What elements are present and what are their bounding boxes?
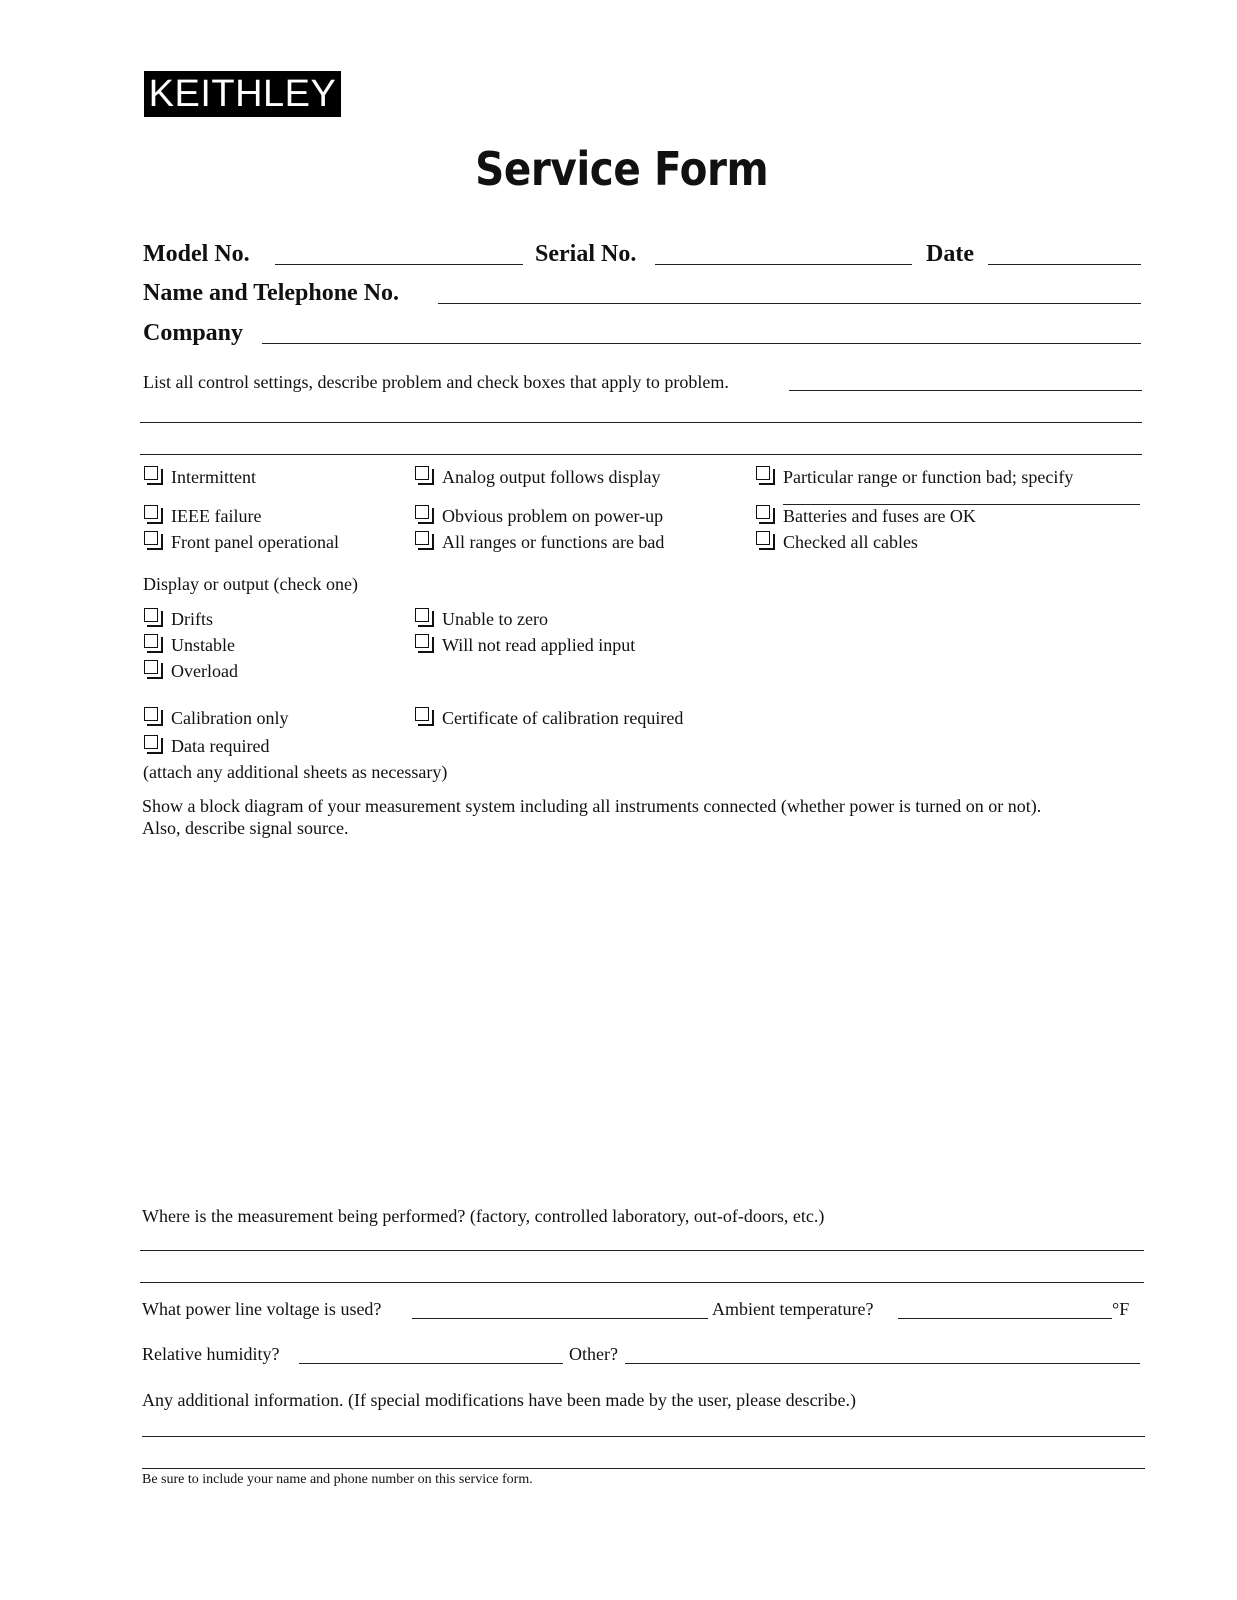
- where-answer-line-1[interactable]: [140, 1250, 1144, 1251]
- calibration-only-checkbox[interactable]: [144, 707, 158, 721]
- checkbox-label: Calibration only: [171, 708, 289, 728]
- voltage-question: What power line voltage is used?: [142, 1299, 382, 1319]
- additional-info-line-2[interactable]: [142, 1468, 1145, 1469]
- checkbox-label: Obvious problem on power-up: [442, 506, 664, 526]
- checkbox-label: Certificate of calibration required: [442, 708, 684, 728]
- problem-description-line-1[interactable]: [789, 390, 1142, 391]
- batteries-fuses-checkbox[interactable]: [756, 505, 770, 519]
- block-diagram-area[interactable]: [142, 845, 1142, 1195]
- overload-checkbox[interactable]: [144, 660, 158, 674]
- serial-label: Serial No.: [535, 241, 637, 267]
- keithley-logo: KEITHLEY: [144, 71, 341, 117]
- ieee-failure-checkbox[interactable]: [144, 505, 158, 519]
- data-required-checkbox[interactable]: [144, 735, 158, 749]
- serial-field[interactable]: [655, 264, 912, 265]
- checkbox-label: Front panel operational: [171, 532, 339, 552]
- checkbox-label: Overload: [171, 661, 238, 681]
- ambient-field[interactable]: [898, 1318, 1112, 1319]
- date-field[interactable]: [988, 264, 1141, 265]
- unable-to-zero-checkbox[interactable]: [415, 608, 429, 622]
- additional-info-line-1[interactable]: [142, 1436, 1145, 1437]
- intermittent-checkbox[interactable]: [144, 466, 158, 480]
- checkbox-label: Particular range or function bad; specify: [783, 467, 1074, 487]
- will-not-read-checkbox[interactable]: [415, 634, 429, 648]
- company-field[interactable]: [262, 343, 1141, 344]
- particular-range-checkbox[interactable]: [756, 466, 770, 480]
- front-panel-checkbox[interactable]: [144, 531, 158, 545]
- checkbox-label: All ranges or functions are bad: [442, 532, 665, 552]
- humidity-question: Relative humidity?: [142, 1344, 280, 1364]
- model-label: Model No.: [143, 241, 250, 267]
- checkbox-label: Will not read applied input: [442, 635, 636, 655]
- checkbox-label: Unable to zero: [442, 609, 548, 629]
- ambient-question: Ambient temperature?: [712, 1299, 874, 1319]
- checkbox-label: Unstable: [171, 635, 235, 655]
- footer-note: Be sure to include your name and phone number on this service form.: [142, 1472, 533, 1487]
- checked-cables-checkbox[interactable]: [756, 531, 770, 545]
- signal-source-instruction: Also, describe signal source.: [142, 818, 349, 838]
- where-question: Where is the measurement being performed? (factory, controlled laboratory, out-of-doors, etc.): [142, 1206, 825, 1226]
- checkbox-label: Intermittent: [171, 467, 256, 487]
- drifts-checkbox[interactable]: [144, 608, 158, 622]
- checkbox-label: Drifts: [171, 609, 213, 629]
- certificate-checkbox[interactable]: [415, 707, 429, 721]
- problem-description-line-2[interactable]: [140, 422, 1142, 423]
- date-label: Date: [926, 241, 974, 267]
- checkbox-label: Data required: [171, 736, 270, 756]
- page-title: Service Form: [475, 142, 769, 196]
- humidity-field[interactable]: [299, 1363, 563, 1364]
- checkbox-label: Checked all cables: [783, 532, 918, 552]
- checkbox-label: Batteries and fuses are OK: [783, 506, 976, 526]
- model-field[interactable]: [275, 264, 523, 265]
- block-diagram-instruction: Show a block diagram of your measurement system including all instruments connected (whether power is turned on or not).: [142, 796, 1042, 816]
- temp-unit: °F: [1112, 1299, 1130, 1319]
- where-answer-line-2[interactable]: [140, 1282, 1144, 1283]
- instructions-text: List all control settings, describe problem and check boxes that apply to problem.: [143, 372, 729, 392]
- all-ranges-bad-checkbox[interactable]: [415, 531, 429, 545]
- additional-info-question: Any additional information. (If special modifications have been made by the user, please describe.): [142, 1390, 857, 1410]
- other-question: Other?: [569, 1344, 618, 1364]
- obvious-problem-checkbox[interactable]: [415, 505, 429, 519]
- company-label: Company: [143, 320, 244, 346]
- problem-description-line-3[interactable]: [140, 454, 1142, 455]
- attach-note: (attach any additional sheets as necessary): [143, 762, 448, 782]
- other-field[interactable]: [625, 1363, 1140, 1364]
- voltage-field[interactable]: [412, 1318, 708, 1319]
- analog-output-checkbox[interactable]: [415, 466, 429, 480]
- checkbox-label: IEEE failure: [171, 506, 262, 526]
- display-heading: Display or output (check one): [143, 574, 358, 594]
- name-telephone-label: Name and Telephone No.: [143, 280, 400, 306]
- unstable-checkbox[interactable]: [144, 634, 158, 648]
- checkbox-label: Analog output follows display: [442, 467, 661, 487]
- name-telephone-field[interactable]: [438, 303, 1141, 304]
